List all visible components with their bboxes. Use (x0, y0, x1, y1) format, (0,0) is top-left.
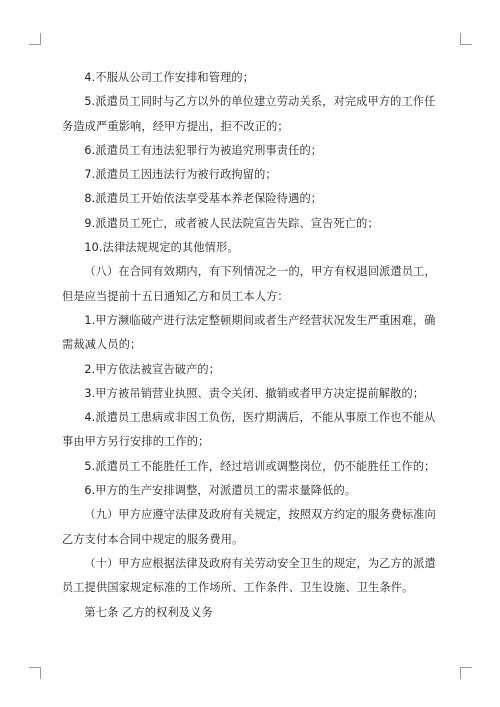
clause-8-item-3: 3.甲方被吊销营业执照、责令关闭、撤销或者甲方决定提前解散的； (84, 386, 425, 400)
clause-8-item-5: 5.派遣员工不能胜任工作，经过培训或调整岗位，仍不能胜任工作的； (84, 459, 436, 473)
paragraph-item-10: 10.法律法规规定的其他情形。 (84, 241, 239, 255)
paragraph-item-9: 9.派遣员工死亡，或者被人民法院宣告失踪、宣告死亡的； (84, 216, 379, 230)
crop-mark-top-left (29, 33, 41, 45)
crop-mark-bottom-left (29, 667, 41, 679)
paragraph-item-6: 6.派遣员工有违法犯罪行为被追究刑事责任的； (84, 143, 323, 157)
clause-9: （九）甲方应遵守法律及政府有关规定，按照双方约定的服务费标准向乙方支付本合同中规定的服务费用。 (62, 508, 436, 546)
paragraph-item-7: 7.派遣员工因违法行为被行政拘留的； (84, 168, 277, 182)
document-body (62, 66, 446, 625)
clause-8-item-2: 2.甲方依法被宣告破产的； (84, 362, 221, 376)
crop-mark-top-right (460, 33, 472, 45)
clause-10: （十）甲方应根据法律及政府有关劳动安全卫生的规定，为乙方的派遣员工提供国家规定标准的工作场所、工作条件、卫生设施、卫生条件。 (62, 556, 436, 595)
article-7-heading: 第七条 乙方的权利及义务 (84, 605, 213, 619)
paragraph-item-4: 4.不服从公司工作安排和管理的； (84, 71, 255, 84)
clause-8-heading: （八）在合同有效期内，有下列情况之一的，甲方有权退回派遣员工，但是应当提前十五日通知乙方和员工本人方： (62, 265, 436, 303)
clause-8-item-4: 4.派遣员工患病或非因工负伤，医疗期满后，不能从事原工作也不能从事由甲方另行安排的工作的； (62, 411, 436, 449)
paragraph-item-8: 8.派遣员工开始依法享受基本养老保险待遇的； (84, 192, 323, 206)
clause-8-item-6: 6.甲方的生产安排调整，对派遣员工的需求量降低的。 (84, 484, 357, 498)
clause-8-item-1: 1.甲方濒临破产进行法定整顿期间或者生产经营状况发生严重困难，确需裁减人员的； (62, 313, 436, 352)
crop-mark-bottom-right (460, 667, 472, 679)
paragraph-item-5: 5.派遣员工同时与乙方以外的单位建立劳动关系，对完成甲方的工作任务造成严重影响，经甲方提出，拒不改正的； (62, 95, 436, 133)
